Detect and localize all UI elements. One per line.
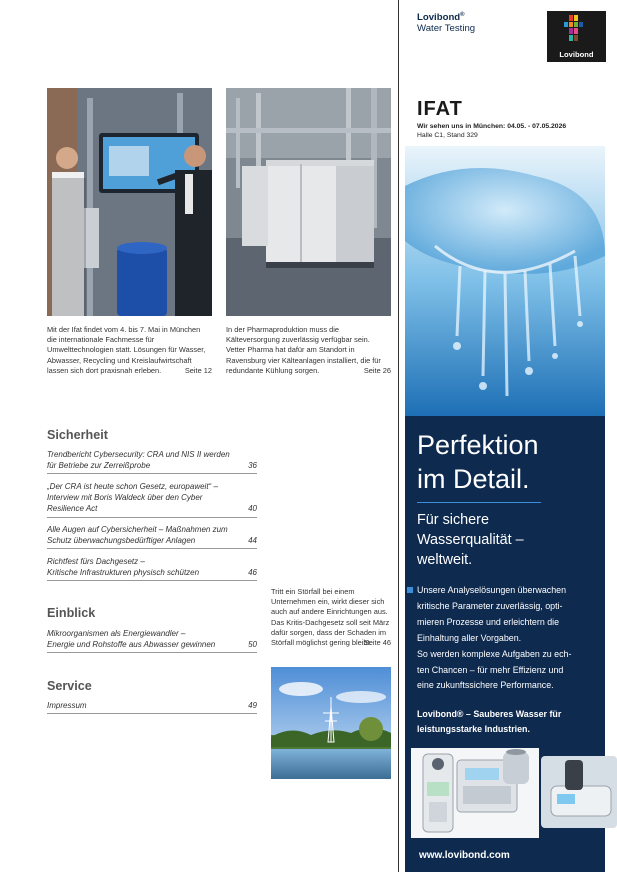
toc-page: 49 [248, 701, 257, 710]
ifat-logo: IFAT [417, 98, 463, 120]
toc-line: Mikroorganismen als Energiewandler – [47, 629, 186, 638]
lovibond-logo-text: Lovibond [559, 50, 594, 59]
toc-line: Schutz überwachungsbedürftiger Anlagen [47, 536, 196, 546]
toc-entry[interactable] [47, 556, 257, 581]
ad-body [417, 583, 602, 694]
ad-body-line: Unsere Analyselösungen überwachen [417, 585, 567, 595]
page-ref[interactable]: Seite 12 [184, 365, 212, 375]
toc-line: „Der CRA ist heute schon Gesetz, europaweit“ – [47, 482, 218, 491]
brand-name: Lovibond [417, 12, 461, 24]
photo-water-hands [405, 146, 605, 416]
article-caption-pharma [226, 325, 391, 376]
ad-headline-line2: im Detail. [417, 464, 530, 494]
ad-body-line: So werden komplexe Aufgaben zu ech- [417, 648, 572, 659]
ad-headline [417, 428, 539, 496]
ad-sub-line1: Für sichere [417, 512, 489, 528]
ad-body-marker [407, 587, 413, 593]
ad-body-line: ten Chancen – für mehr Effizienz und [417, 664, 564, 675]
toc-entry[interactable] [47, 449, 257, 474]
ad-tagline-line2: leistungsstarke Industrien. [417, 724, 530, 734]
ad-body-line: mieren Prozesse und erleichtern die [417, 616, 560, 627]
product-photo-instruments [405, 746, 617, 840]
ifat-date: Wir sehen uns in München: 04.05. - 07.05.2026 [417, 123, 567, 130]
toc-page: 40 [248, 504, 257, 514]
ifat-booth: Halle C1, Stand 329 [417, 132, 478, 139]
toc-line: Impressum [47, 701, 87, 710]
toc-entry[interactable] [47, 628, 257, 653]
toc-line: Alle Augen auf Cybersicherheit – Maßnahmen zum [47, 525, 228, 534]
toc-line: Interview mit Boris Waldeck über den Cyber [47, 493, 203, 503]
ad-body-line: eine zukunftssichere Performance. [417, 680, 554, 691]
photo-ifat-illustration [47, 88, 212, 316]
toc-line: Kritische Infrastrukturen physisch schützen [47, 568, 200, 578]
photo-ifat-touchscreen [47, 88, 212, 316]
ad-subheadline [417, 510, 524, 570]
caption-text: Tritt ein Störfall bei einem Unternehmen ein, wirkt dieser sich auch auf andere Einrichtungen aus. Das Kritis-Dachgesetz soll seit März dafür sorgen, dass der Schaden im Störfall möglichst gering bleibt. [271, 587, 390, 648]
caption-text: In der Pharmaproduktion muss die Kälteversorgung zuverlässig verfügbar sein. Vetter Pharma hat dafür am Standort in Ravensburg vier Kälteanlagen installiert, die für redundante Kühlung sorgen. [226, 325, 381, 375]
toc-page: 46 [248, 568, 257, 578]
toc-line: Resilience Act [47, 504, 98, 514]
toc-line: für Betriebe zur Zerreißprobe [47, 461, 151, 471]
brand-reg: ® [460, 12, 465, 18]
ad-sub-line3: weltweit. [417, 552, 473, 568]
toc-line: Richtfest fürs Dachgesetz – [47, 557, 145, 566]
toc-page: 36 [248, 461, 257, 471]
photo-landscape-illustration [271, 667, 391, 779]
column-divider [398, 0, 399, 872]
toc-page: 44 [248, 536, 257, 546]
section-title-sicherheit: Sicherheit [47, 428, 108, 442]
page-ref[interactable]: Seite 26 [363, 365, 391, 375]
ad-body-line: Einhaltung aller Vorgaben. [417, 632, 522, 643]
toc-entry[interactable] [47, 481, 257, 518]
ad-sub-line2: Wasserqualität – [417, 532, 524, 548]
photo-pharma-cooling [226, 88, 391, 316]
ad-brand-block [417, 10, 537, 35]
toc-entry[interactable] [47, 524, 257, 549]
lovibond-logo-mark-icon [547, 11, 606, 51]
photo-water-illustration [405, 146, 605, 416]
ad-tagline-line1: Lovibond® – Sauberes Wasser für [417, 709, 562, 719]
toc-entry[interactable] [47, 700, 257, 714]
article-caption-kritis [271, 587, 391, 648]
brand-subtitle: Water Testing [417, 23, 476, 35]
toc-page: 50 [248, 640, 257, 650]
photo-pharma-illustration [226, 88, 391, 316]
section-title-einblick: Einblick [47, 606, 96, 620]
section-title-service: Service [47, 679, 92, 693]
ad-headline-rule [417, 502, 541, 503]
photo-landscape-pylon [271, 667, 391, 779]
toc-line: Energie und Rohstoffe aus Abwasser gewinnen [47, 640, 216, 650]
toc-line: Trendbericht Cybersecurity: CRA und NIS II werden [47, 450, 230, 459]
article-caption-ifat [47, 325, 212, 376]
ad-headline-line1: Perfektion [417, 430, 539, 460]
ad-tagline [417, 707, 561, 737]
page-ref[interactable]: Seite 46 [363, 638, 391, 648]
instruments-illustration [405, 746, 617, 840]
lovibond-logo[interactable] [547, 11, 606, 62]
caption-text: Mit der Ifat findet vom 4. bis 7. Mai in München die internationale Fachmesse für Umwelttechnologien statt. Lösungen für Wasser, Abwasser, Recycling und Kreislaufwirtschaft lassen sich dort praxisnah erleben. [47, 325, 206, 375]
ad-url[interactable]: www.lovibond.com [419, 850, 510, 861]
ad-body-line: kritische Parameter zuverlässig, opti- [417, 600, 563, 611]
